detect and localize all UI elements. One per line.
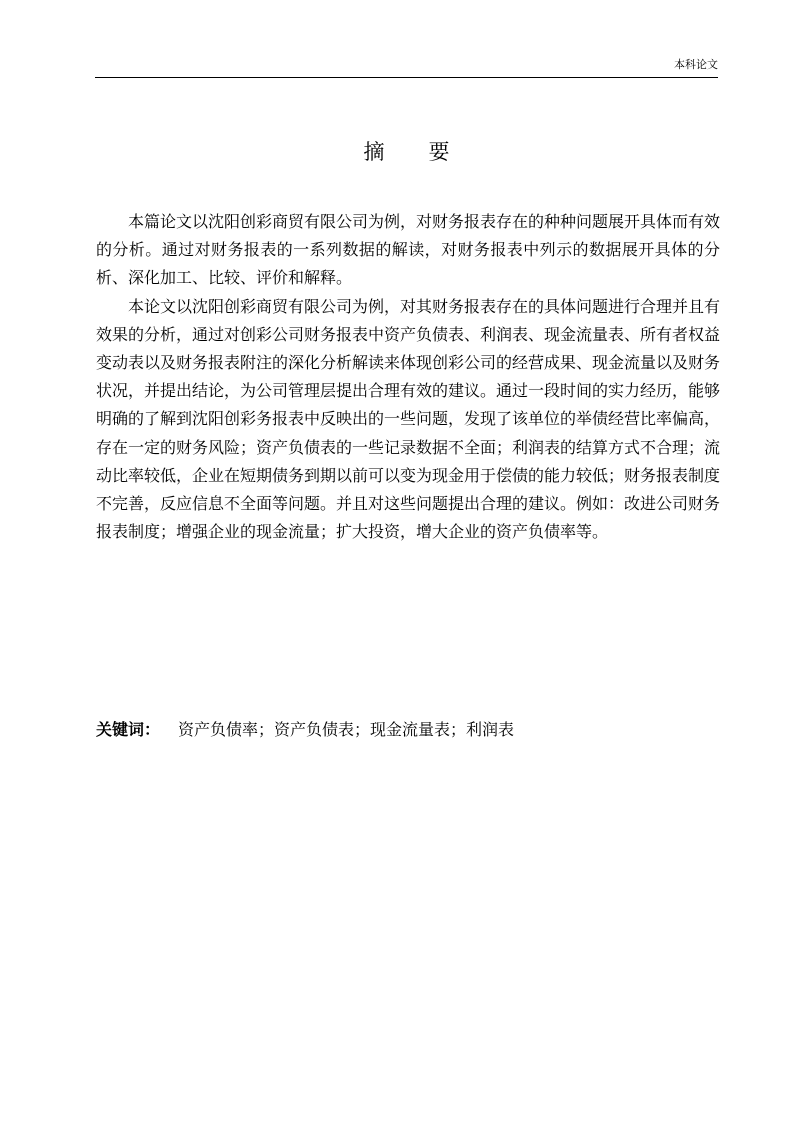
abstract-paragraph-2: 本论文以沈阳创彩商贸有限公司为例，对其财务报表存在的具体问题进行合理并且有效果的分析，通过对创彩公司财务报表中资产负债表、利润表、现金流量表、所有者权益变动表以及财务报表附注的深化分析解读来体现创彩公司的经营成果、现金流量以及财务状况，并提出结论，为公司管理层提出合理有效的建议。通过一段时间的实力经历，能够明确的了解到沈阳创彩务报表中反映出的一些问题，发现了该单位的举债经营比率偏高，存在一定的财务风险；资产负债表的一些记录数据不全面；利润表的结算方式不合理；流动比率较低，企业在短期债务到期以前可以变为现金用于偿债的能力较低；财务报表制度不完善，反应信息不全面等问题。并且对这些问题提出合理的建议。例如：改进公司财务报表制度；增强企业的现金流量；扩大投资，增大企业的资产负债率等。 [96, 296, 721, 542]
keywords-line [96, 716, 514, 744]
page-title [95, 140, 718, 164]
title-char-2: 要 [428, 140, 450, 164]
abstract-body [96, 208, 720, 546]
running-header: 本科论文 [674, 58, 718, 71]
abstract-paragraph-1: 本篇论文以沈阳创彩商贸有限公司为例，对财务报表存在的种种问题展开具体而有效的分析。通过对财务报表的一系列数据的解读，对财务报表中列示的数据展开具体的分析、深化加工、比较、评价和解释。 [96, 212, 721, 288]
title-char-1: 摘 [363, 140, 385, 164]
header-divider [95, 77, 718, 78]
keywords-label: 关键词： [96, 720, 161, 739]
keywords-text: 资产负债率；资产负债表；现金流量表；利润表 [178, 720, 515, 739]
